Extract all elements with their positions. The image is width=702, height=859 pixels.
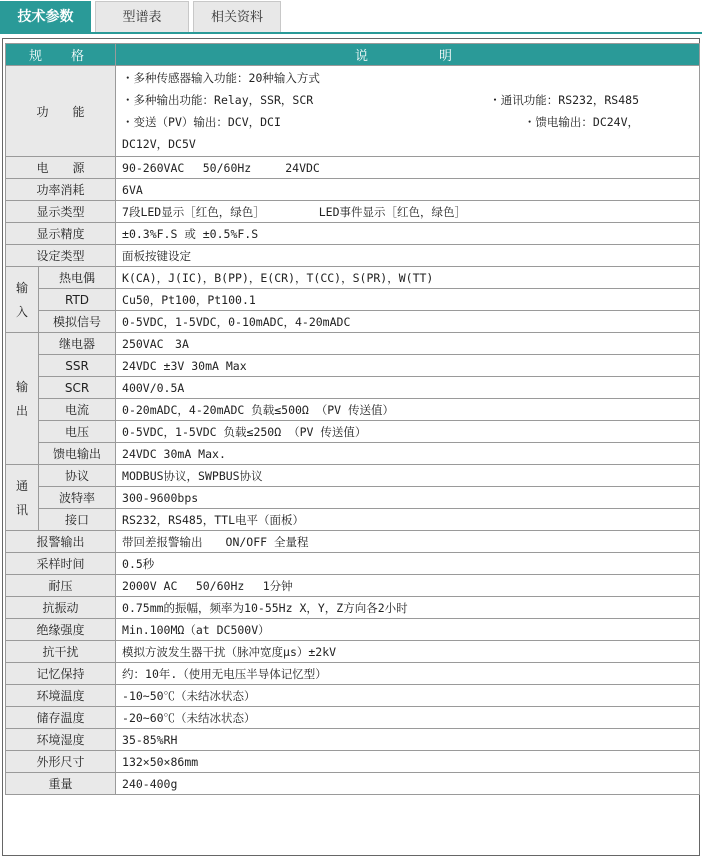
row-label: 绝缘强度: [6, 619, 116, 641]
table-row-input-analog: [6, 311, 700, 333]
row-value: 0.5秒: [116, 553, 700, 575]
row-label: 显示类型: [6, 201, 116, 223]
row-label: 外形尺寸: [6, 751, 116, 773]
row-label: 环境温度: [6, 685, 116, 707]
row-value: RS232，RS485，TTL电平（面板）: [116, 509, 700, 531]
row-label: 环境湿度: [6, 729, 116, 751]
row-value: ±0.3%F.S 或 ±0.5%F.S: [116, 223, 700, 245]
row-value: 0.75mm的振幅，频率为10-55Hz X，Y，Z方向各2小时: [116, 597, 700, 619]
row-label: 功 能: [6, 66, 116, 157]
table-row-output-voltage: [6, 421, 700, 443]
tab-model-spectrum[interactable]: 型谱表: [95, 1, 189, 32]
table-row: [6, 773, 700, 795]
row-value: MODBUS协议，SWPBUS协议: [116, 465, 700, 487]
tab-tech-params[interactable]: 技术参数: [0, 1, 91, 32]
row-value: 0-5VDC，1-5VDC，0-10mADC，4-20mADC: [116, 311, 700, 333]
table-row: [6, 707, 700, 729]
table-row-power: [6, 157, 700, 179]
function-line-4: DC12V，DC5V: [122, 137, 196, 151]
row-label: 电流: [39, 399, 116, 421]
row-value: Min.100MΩ（at DC500V）: [116, 619, 700, 641]
table-row: [6, 641, 700, 663]
row-label: 电 源: [6, 157, 116, 179]
row-label: 协议: [39, 465, 116, 487]
row-value: 2000V AC 50/60Hz 1分钟: [116, 575, 700, 597]
table-row-comm-protocol: [6, 465, 700, 487]
row-value: 24VDC 30mA Max.: [116, 443, 700, 465]
table-row-comm-interface: [6, 509, 700, 531]
table-row: [6, 619, 700, 641]
table-row: [6, 553, 700, 575]
header-spec: 规 格: [6, 44, 116, 66]
row-value: 0-20mADC，4-20mADC 负载≤500Ω （PV 传送值）: [116, 399, 700, 421]
row-label: 模拟信号: [39, 311, 116, 333]
row-value: 240-400g: [116, 773, 700, 795]
row-value: 35-85%RH: [116, 729, 700, 751]
tab-related-docs[interactable]: 相关资料: [193, 1, 281, 32]
row-label: 报警输出: [6, 531, 116, 553]
function-line-3a: ・变送（PV）输出：DCV，DCI: [122, 115, 281, 129]
function-line-1: ・多种传感器输入功能：20种输入方式: [122, 71, 320, 85]
table-header-row: [6, 44, 700, 66]
row-label: SSR: [39, 355, 116, 377]
table-row-power-consumption: [6, 179, 700, 201]
group-label-comm: 通 讯: [6, 465, 39, 531]
table-row-output-feed: [6, 443, 700, 465]
function-line-2a: ・多种输出功能：Relay，SSR，SCR: [122, 93, 314, 107]
table-row: [6, 751, 700, 773]
row-value: 300-9600bps: [116, 487, 700, 509]
row-value: Cu50，Pt100，Pt100.1: [116, 289, 700, 311]
row-value: 132×50×86mm: [116, 751, 700, 773]
row-value: 约：10年.（使用无电压半导体记忆型）: [116, 663, 700, 685]
row-label: 继电器: [39, 333, 116, 355]
row-value: -10~50℃（未结冰状态）: [116, 685, 700, 707]
table-row: [6, 663, 700, 685]
row-value: -20~60℃（未结冰状态）: [116, 707, 700, 729]
row-label: 馈电输出: [39, 443, 116, 465]
row-label: 抗干扰: [6, 641, 116, 663]
spec-table: [5, 43, 700, 795]
row-label: 电压: [39, 421, 116, 443]
function-line-2b: ・通讯功能：RS232，RS485: [489, 93, 640, 107]
table-row: [6, 575, 700, 597]
table-row-function: [6, 66, 700, 157]
table-row-output-relay: [6, 333, 700, 355]
row-label: 重量: [6, 773, 116, 795]
row-value: 模拟方波发生器干扰（脉冲宽度μs）±2kV: [116, 641, 700, 663]
group-label-output: 输 出: [6, 333, 39, 465]
table-row-comm-baud: [6, 487, 700, 509]
row-value: 0-5VDC，1-5VDC 负载≤250Ω （PV 传送值）: [116, 421, 700, 443]
row-value: 6VA: [116, 179, 700, 201]
tab-underline: [0, 32, 702, 34]
row-label: 记忆保持: [6, 663, 116, 685]
row-label: 采样时间: [6, 553, 116, 575]
table-row-display-accuracy: [6, 223, 700, 245]
tab-bar: [0, 0, 702, 34]
function-line-3b: ・馈电输出：DC24V，: [523, 115, 640, 129]
row-label: SCR: [39, 377, 116, 399]
row-value: 400V/0.5A: [116, 377, 700, 399]
row-value: 250VAC 3A: [116, 333, 700, 355]
table-row-input-tc: [6, 267, 700, 289]
header-desc: 说 明: [116, 44, 700, 66]
group-label-input: 输 入: [6, 267, 39, 333]
row-label: 热电偶: [39, 267, 116, 289]
table-row: [6, 597, 700, 619]
table-row: [6, 685, 700, 707]
row-label: 接口: [39, 509, 116, 531]
function-desc: [116, 66, 700, 157]
row-label: 抗振动: [6, 597, 116, 619]
table-row-display-type: [6, 201, 700, 223]
table-row-output-current: [6, 399, 700, 421]
table-row-output-ssr: [6, 355, 700, 377]
row-label: 设定类型: [6, 245, 116, 267]
row-value: 带回差报警输出 ON/OFF 全量程: [116, 531, 700, 553]
row-value: 面板按键设定: [116, 245, 700, 267]
row-label: 显示精度: [6, 223, 116, 245]
row-label: 波特率: [39, 487, 116, 509]
table-row: [6, 531, 700, 553]
row-label: 功率消耗: [6, 179, 116, 201]
row-label: 耐压: [6, 575, 116, 597]
row-value: 90-260VAC 50/60Hz 24VDC: [116, 157, 700, 179]
row-value: K(CA)，J(IC)，B(PP)，E(CR)，T(CC)，S(PR)，W(TT): [116, 267, 700, 289]
table-row-input-rtd: [6, 289, 700, 311]
row-value: 7段LED显示［红色，绿色］ LED事件显示［红色，绿色］: [116, 201, 700, 223]
table-row-setting-type: [6, 245, 700, 267]
row-label: RTD: [39, 289, 116, 311]
table-row: [6, 729, 700, 751]
row-label: 储存温度: [6, 707, 116, 729]
table-row-output-scr: [6, 377, 700, 399]
row-value: 24VDC ±3V 30mA Max: [116, 355, 700, 377]
